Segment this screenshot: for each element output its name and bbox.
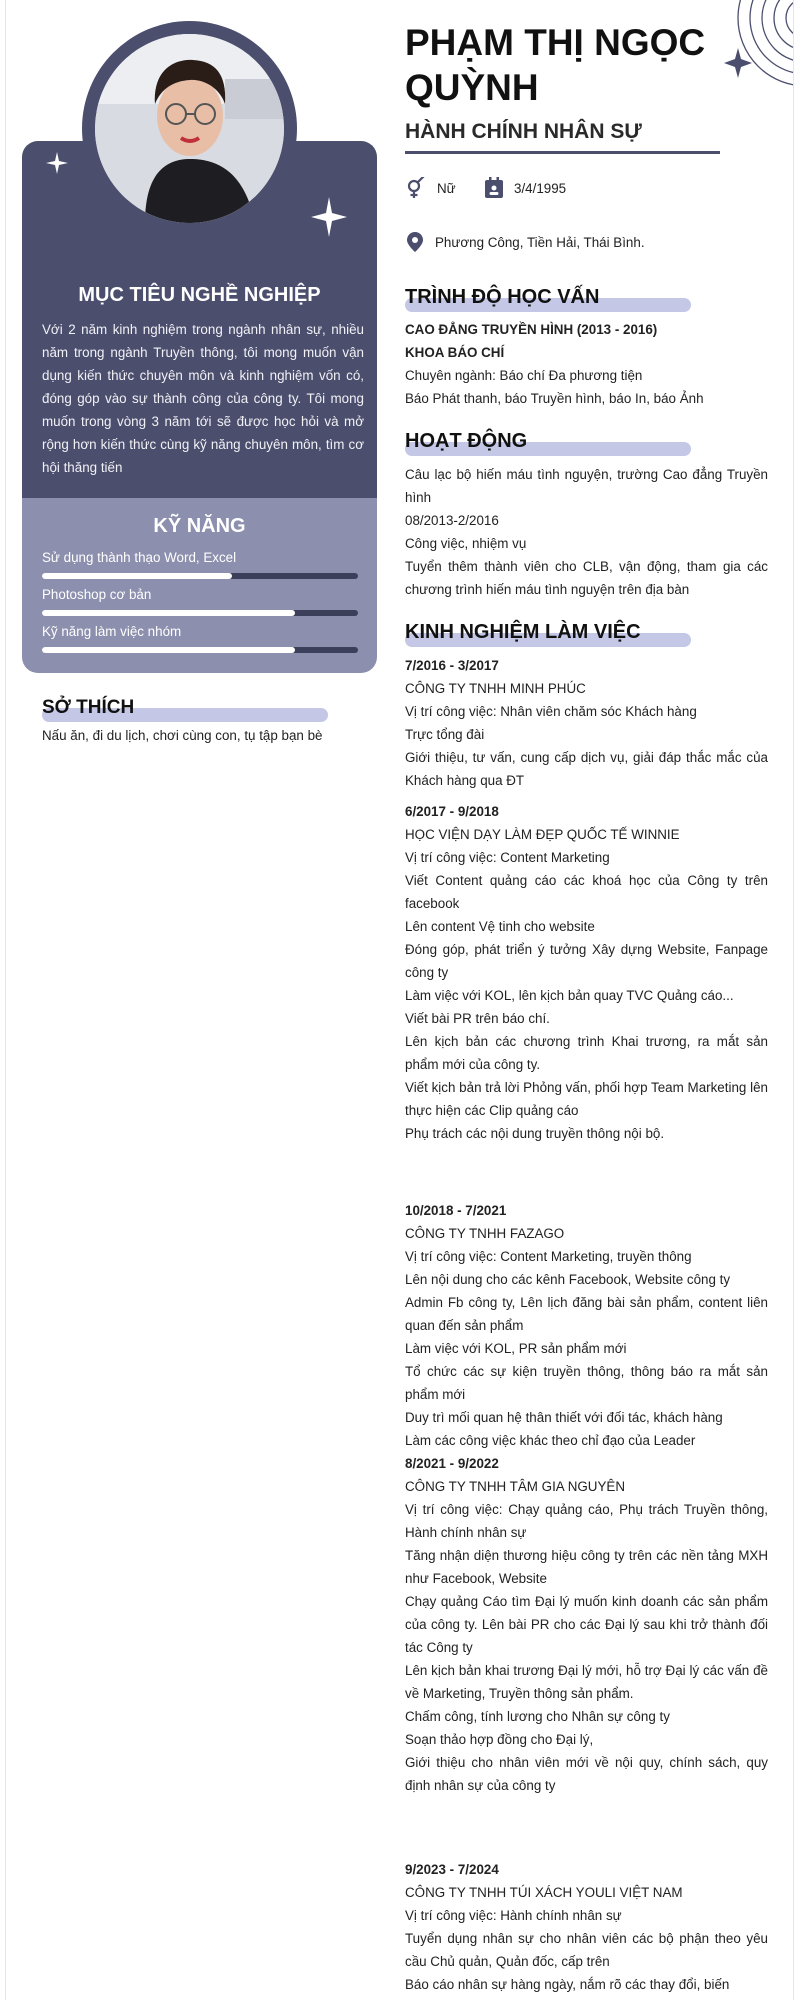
job-line: Tổ chức các sự kiện truyền thông, thông báo ra mắt sản phẩm mới: [405, 1364, 768, 1402]
education-title: TRÌNH ĐỘ HỌC VẤN: [405, 286, 600, 308]
job-line: Soạn thảo hợp đồng cho Đại lý,: [405, 1732, 594, 1747]
job-company: HỌC VIỆN DẠY LÀM ĐẸP QUỐC TẾ WINNIE: [405, 827, 680, 842]
objective-text: Với 2 năm kinh nghiệm trong ngành nhân sự, nhiều năm trong ngành Truyền thông, tôi mong muốn vận dụng kiến thức chuyên môn và kinh nghiệm vốn có, đóng góp vào sự thành công của công ty. Tôi mong muốn trong vòng 3 năm tới sẽ được học hỏi và mở rộng hơn kiến thức cùng kỹ năng chuyên môn, tìm cơ hội thăng tiến: [42, 322, 364, 475]
skill-bar: [42, 573, 358, 579]
skill-bar-fill: [42, 610, 295, 616]
job-line: Viết bài PR trên báo chí.: [405, 1011, 550, 1026]
skill-label: Kỹ năng làm việc nhóm: [42, 624, 182, 639]
job-line: Giới thiệu, tư vấn, cung cấp dịch vụ, giải đáp thắc mắc của Khách hàng qua ĐT: [405, 750, 768, 788]
job-line: Chạy quảng Cáo tìm Đại lý muốn kinh doanh các sản phẩm của công ty. Lên bài PR cho các Đại lý sau khi trở thành đối tác Công ty: [405, 1594, 768, 1655]
job-line: Lên kịch bản các chương trình Khai trương, ra mắt sản phẩm mới của công ty.: [405, 1034, 768, 1072]
education-faculty: KHOA BÁO CHÍ: [405, 345, 505, 360]
sparkle-icon: [311, 197, 347, 237]
job-period: 7/2016 - 3/2017: [405, 658, 499, 673]
education-detail: Báo Phát thanh, báo Truyền hình, báo In, báo Ảnh: [405, 391, 704, 406]
job-entry: [405, 1858, 768, 1996]
skill-bar: [42, 610, 358, 616]
job-line: Vị trí công việc: Chạy quảng cáo, Phụ trách Truyền thông, Hành chính nhân sự: [405, 1502, 768, 1540]
activities-duty-label: Công việc, nhiệm vụ: [405, 536, 527, 551]
job-line: Đóng góp, phát triển ý tưởng Xây dựng Website, Fanpage công ty: [405, 942, 768, 980]
job-line: Lên nội dung cho các kênh Facebook, Website công ty: [405, 1272, 731, 1287]
sparkle-icon: [46, 152, 68, 174]
job-line: Viết kịch bản trả lời Phỏng vấn, phối hợp Team Marketing lên thực hiện các Clip quảng cáo: [405, 1080, 768, 1118]
job-title: HÀNH CHÍNH NHÂN SỰ: [405, 120, 642, 143]
hobbies-title: SỞ THÍCH: [42, 697, 135, 718]
avatar: [95, 34, 284, 223]
gender-info: [405, 177, 456, 199]
job-line: Lên kịch bản khai trương Đại lý mới, hỗ trợ Đại lý các vấn đề về Marketing, Truyền thông sản phẩm.: [405, 1663, 768, 1701]
education-block: [405, 318, 768, 410]
skill-label: Photoshop cơ bản: [42, 587, 152, 602]
skill-bar: [42, 647, 358, 653]
candidate-name: PHẠM THỊ NGỌC QUỲNH: [405, 22, 706, 108]
job-period: 8/2021 - 9/2022: [405, 1456, 499, 1471]
job-company: CÔNG TY TNHH TÚI XÁCH YOULI VIỆT NAM: [405, 1885, 683, 1900]
dob-text: 3/4/1995: [514, 180, 567, 196]
job-line: Admin Fb công ty, Lên lịch đăng bài sản phẩm, content liên quan đến sản phẩm: [405, 1295, 768, 1333]
activities-block: [405, 463, 768, 601]
skill-item: [42, 586, 358, 616]
job-line: Vị trí công việc: Content Marketing: [405, 850, 610, 865]
job-line: Viết Content quảng cáo các khoá học của Công ty trên facebook: [405, 873, 768, 911]
job-entry: [405, 800, 768, 1145]
title-divider: [405, 151, 720, 154]
job-company: CÔNG TY TNHH TÂM GIA NGUYÊN: [405, 1479, 625, 1494]
job-line: Làm các công việc khác theo chỉ đạo của Leader: [405, 1433, 696, 1448]
skill-item: [42, 623, 358, 653]
job-line: Vị trí công việc: Nhân viên chăm sóc Khách hàng: [405, 704, 697, 719]
experience-title: KINH NGHIỆM LÀM VIỆC: [405, 621, 641, 643]
address-info: [405, 231, 645, 253]
calendar-icon: [484, 177, 504, 199]
job-line: Chấm công, tính lương cho Nhân sự công ty: [405, 1709, 670, 1724]
job-line: Trực tổng đài: [405, 727, 485, 742]
skill-bar-fill: [42, 647, 295, 653]
education-school: CAO ĐẲNG TRUYỀN HÌNH (2013 - 2016): [405, 322, 658, 337]
activities-title: HOẠT ĐỘNG: [405, 430, 528, 452]
job-line: Giới thiệu cho nhân viên mới về nội quy, chính sách, quy định nhân sự của công ty: [405, 1755, 768, 1793]
avatar-photo: [95, 34, 284, 223]
skill-item: [42, 549, 358, 579]
hobbies-text: Nấu ăn, đi du lịch, chơi cùng con, tụ tập bạn bè: [42, 728, 323, 743]
job-line: Làm việc với KOL, PR sản phẩm mới: [405, 1341, 627, 1356]
skills-title: KỸ NĂNG: [153, 515, 246, 537]
job-period: 6/2017 - 9/2018: [405, 804, 499, 819]
job-entry: [405, 1199, 768, 1452]
job-line: Lên content Vệ tinh cho website: [405, 919, 595, 934]
job-line: Làm việc với KOL, lên kịch bản quay TVC Quảng cáo...: [405, 988, 734, 1003]
activities-period: 08/2013-2/2016: [405, 513, 499, 528]
job-entry: [405, 654, 768, 792]
activities-duty: Tuyển thêm thành viên cho CLB, vận động, tham gia các chương trình hiến máu tình nguyện trên địa bàn: [405, 559, 768, 597]
gender-icon: [405, 177, 427, 199]
decorative-circles: [714, 0, 794, 110]
skill-label: Sử dụng thành thạo Word, Excel: [42, 550, 237, 565]
job-line: Vị trí công việc: Content Marketing, truyền thông: [405, 1249, 692, 1264]
education-major: Chuyên ngành: Báo chí Đa phương tiện: [405, 368, 643, 383]
job-period: 9/2023 - 7/2024: [405, 1862, 499, 1877]
job-line: Phụ trách các nội dung truyền thông nội bộ.: [405, 1126, 665, 1141]
skill-bar-fill: [42, 573, 232, 579]
activities-org: Câu lạc bộ hiến máu tình nguyện, trường Cao đẳng Truyền hình: [405, 467, 768, 505]
job-line: Duy trì mối quan hệ thân thiết với đối tác, khách hàng: [405, 1410, 723, 1425]
address-text: Phương Công, Tiền Hải, Thái Bình.: [435, 234, 645, 250]
job-entry: [405, 1452, 768, 1797]
job-company: CÔNG TY TNHH FAZAGO: [405, 1226, 565, 1241]
cv-page: [5, 0, 794, 2000]
location-pin-icon: [405, 231, 425, 253]
job-line: Tăng nhận diện thương hiệu công ty trên các nền tảng MXH như Facebook, Website: [405, 1548, 768, 1586]
objective-title: MỤC TIÊU NGHỀ NGHIỆP: [78, 284, 321, 306]
job-company: CÔNG TY TNHH MINH PHÚC: [405, 681, 586, 696]
dob-info: [484, 177, 566, 199]
job-line: Báo cáo nhân sự hàng ngày, nắm rõ các thay đổi, biến: [405, 1977, 730, 1992]
job-line: Vị trí công việc: Hành chính nhân sự: [405, 1908, 622, 1923]
job-line: Tuyển dụng nhân sự cho nhân viên các bộ phận theo yêu cầu Chủ quản, Quản đốc, cấp trên: [405, 1931, 768, 1969]
gender-text: Nữ: [437, 180, 456, 196]
job-period: 10/2018 - 7/2021: [405, 1203, 507, 1218]
